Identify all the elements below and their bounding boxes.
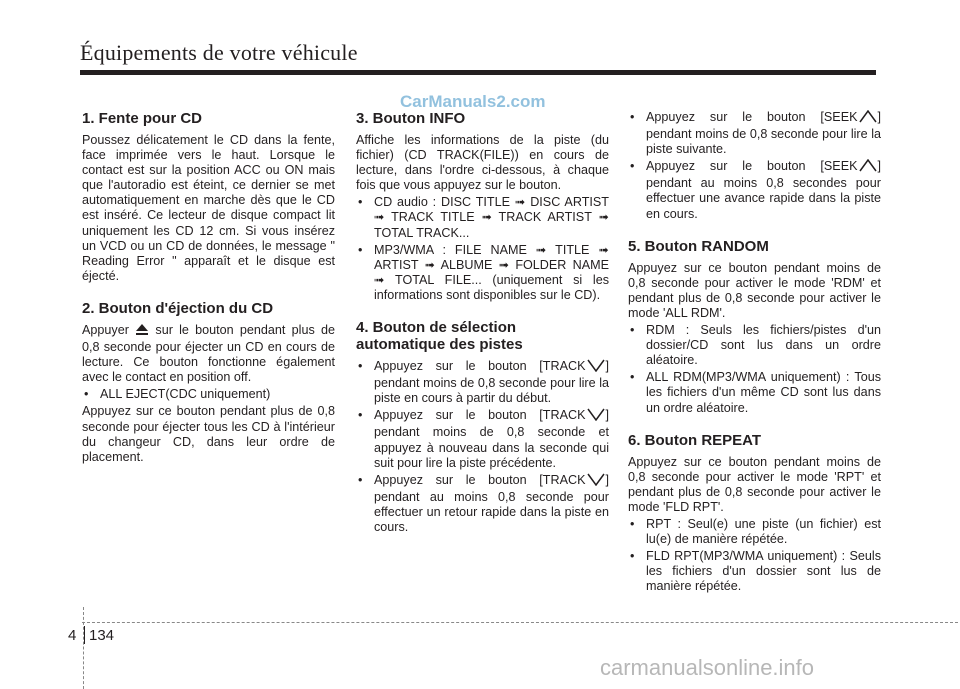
paragraph-info: Affiche les informations de la piste (du fichier) (CD TRACK(FILE)) en cours de lecture, dans l'ordre ci-dessous, à chaque fois que vous appuyez sur le bouton. bbox=[356, 133, 609, 193]
section-title-cd-slot: 1. Fente pour CD bbox=[82, 110, 203, 127]
bullet-track-3 bbox=[356, 473, 609, 535]
bullet-rdm: • RDM : Seuls les fichiers/pistes d'un dossier/CD sont lus dans un ordre aléatoire. bbox=[628, 323, 881, 368]
track-2-text-b: ] pendant moins de 0,8 seconde et appuyez à nouveau dans la seconde qui suit pour lire la piste précédente. bbox=[374, 408, 609, 470]
paragraph-repeat: Appuyez sur ce bouton pendant moins de 0,8 seconde pour activer le mode 'RPT' et pendant plus de 0,8 seconde pour activer le mode 'FLD RPT'. bbox=[628, 454, 881, 514]
bullet-all-eject: • ALL EJECT(CDC uniquement) bbox=[82, 387, 335, 402]
bullet-rpt: • RPT : Seul(e) une piste (un fichier) est lu(e) de manière répétée. bbox=[628, 517, 881, 547]
seek-1-text-b: ] pendant moins de 0,8 seconde pour lire la piste suivante. bbox=[646, 110, 881, 157]
eject-text-a: Appuyer bbox=[82, 322, 129, 337]
section-title-repeat: 6. Bouton REPEAT bbox=[628, 431, 762, 449]
column-1 bbox=[82, 110, 335, 467]
watermark-bottom: carmanualsonline.info bbox=[600, 655, 815, 680]
watermark-top: CarManuals2.com bbox=[400, 92, 546, 111]
paragraph-all-eject: Appuyez sur ce bouton pendant plus de 0,8 seconde pour éjecter tous les CD à l'intérieur du changeur CD, dans leur ordre de placement. bbox=[82, 404, 335, 464]
track-1-text-b: ] pendant moins de 0,8 seconde pour lire la piste en cours à partir du début. bbox=[374, 359, 609, 406]
paragraph-eject bbox=[82, 323, 335, 385]
bullet-cd-audio: • CD audio : DISC TITLE ➟ DISC ARTIST ➟ TRACK TITLE ➟ TRACK ARTIST ➟ TOTAL TRACK... bbox=[356, 195, 609, 240]
bullet-track-2 bbox=[356, 408, 609, 470]
track-down-icon bbox=[586, 473, 606, 490]
eject-text-b: sur le bouton pendant plus de 0,8 seconde pour éjecter un CD en cours de lecture. Ce bouton fonctionne également avec le contact en position off. bbox=[82, 322, 335, 385]
track-3-text-a: Appuyez sur le bouton [TRACK bbox=[374, 472, 586, 487]
footer-vertical-rule bbox=[83, 607, 84, 689]
bullet-seek-2 bbox=[628, 159, 881, 221]
chapter-number: 4 bbox=[68, 627, 77, 644]
seek-up-icon bbox=[858, 159, 878, 176]
eject-icon bbox=[135, 323, 149, 340]
seek-up-icon bbox=[858, 110, 878, 127]
page-number: 134 bbox=[89, 627, 115, 644]
bullet-mp3-wma: • MP3/WMA : FILE NAME ➟ TITLE ➟ ARTIST ➟ ALBUME ➟ FOLDER NAME ➟ TOTAL FILE... (uniquement si les informations sont disponibles sur le CD). bbox=[356, 243, 609, 303]
seek-2-text-b: ] pendant au moins 0,8 secondes pour effectuer une avance rapide dans la piste en cours. bbox=[646, 159, 881, 221]
bullet-track-1 bbox=[356, 359, 609, 406]
track-2-text-a: Appuyez sur le bouton [TRACK bbox=[374, 408, 586, 423]
page-number-separator bbox=[84, 626, 85, 644]
seek-2-text-a: Appuyez sur le bouton [SEEK bbox=[646, 159, 858, 174]
bullet-all-rdm: • ALL RDM(MP3/WMA uniquement) : Tous les fichiers d'un même CD sont lus dans un ordre aléatoire. bbox=[628, 370, 881, 415]
page-header-title: Équipements de votre véhicule bbox=[80, 40, 358, 65]
seek-1-text-a: Appuyez sur le bouton [SEEK bbox=[646, 110, 858, 124]
track-3-text-b: ] pendant au moins 0,8 seconde pour effectuer un retour rapide dans la piste en cours. bbox=[374, 472, 609, 534]
column-2 bbox=[356, 110, 609, 537]
bullet-seek-1 bbox=[628, 110, 881, 157]
track-1-text-a: Appuyez sur le bouton [TRACK bbox=[374, 359, 586, 374]
section-title-info: 3. Bouton INFO bbox=[356, 110, 466, 127]
paragraph-cd-slot: Poussez délicatement le CD dans la fente, face imprimée vers le haut. Lorsque le contact est sur la position ACC ou ON mais que l'autoradio est éteint, ce dernier se met automatiquement en marche dès que le CD est inséré. Ce lecteur de disque compact lit uniquement les CD 12 cm. Si vous insérez un VCD ou un CD de données, le message " Reading Error " apparaît et le disque est éjecté. bbox=[82, 133, 335, 283]
header-rule bbox=[80, 70, 876, 75]
section-title-track-select: 4. Bouton de sélection automatique des pistes bbox=[356, 319, 523, 354]
track-down-icon bbox=[586, 359, 606, 376]
section-title-random: 5. Bouton RANDOM bbox=[628, 237, 769, 255]
column-3 bbox=[628, 110, 881, 596]
footer-dashed-rule bbox=[82, 622, 958, 623]
section-title-eject: 2. Bouton d'éjection du CD bbox=[82, 299, 274, 317]
track-down-icon bbox=[586, 408, 606, 425]
bullet-fld-rpt: • FLD RPT(MP3/WMA uniquement) : Seuls les fichiers d'un dossier sont lus de manière répétée. bbox=[628, 549, 881, 594]
paragraph-random: Appuyez sur ce bouton pendant moins de 0,8 seconde pour activer le mode 'RDM' et pendant plus de 0,8 seconde pour activer le mode 'ALL RDM'. bbox=[628, 260, 881, 320]
